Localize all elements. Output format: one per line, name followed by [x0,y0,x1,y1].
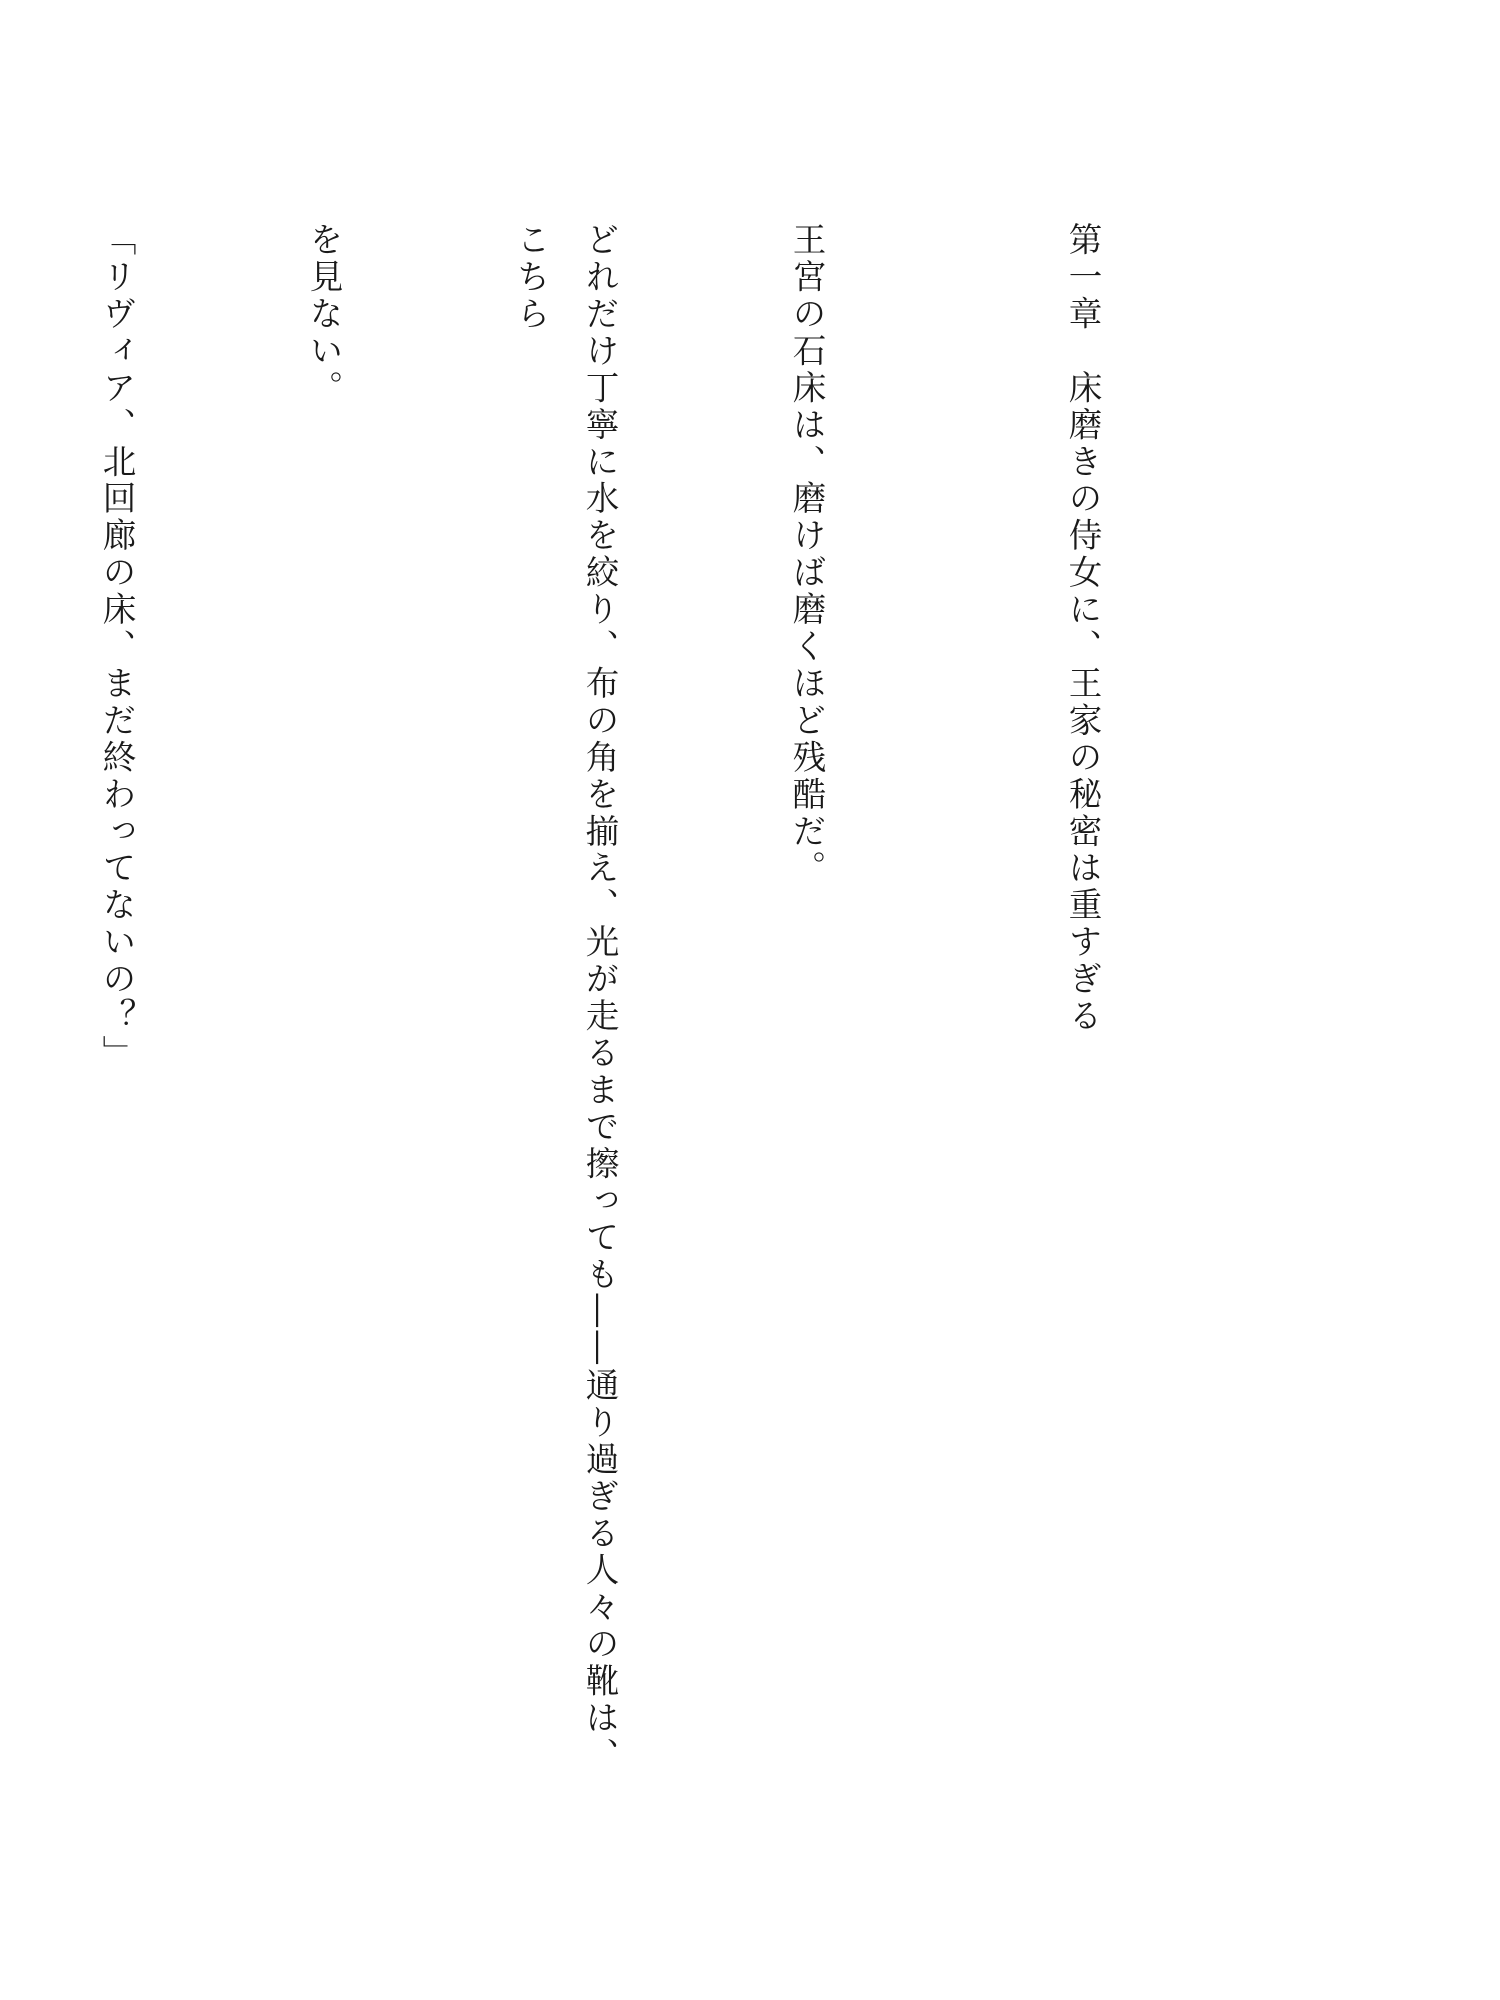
vertical-text-body [0,222,1255,1782]
text-line: 王宮の石床は、磨けば磨くほど残酷だ。 [787,222,826,888]
text-line: どれだけ丁寧に水を絞り、布の角を揃え、光が走るまで擦っても――通り過ぎる人々の靴は、こちら [511,222,619,1774]
text-line: 「リヴィア、北回廊の床、まだ終わってないの？」 [97,222,136,1072]
chapter-title: 第一章 床磨きの侍女に、王家の秘密は重すぎる [1063,222,1102,1035]
text-line: を見ない。 [304,222,343,407]
